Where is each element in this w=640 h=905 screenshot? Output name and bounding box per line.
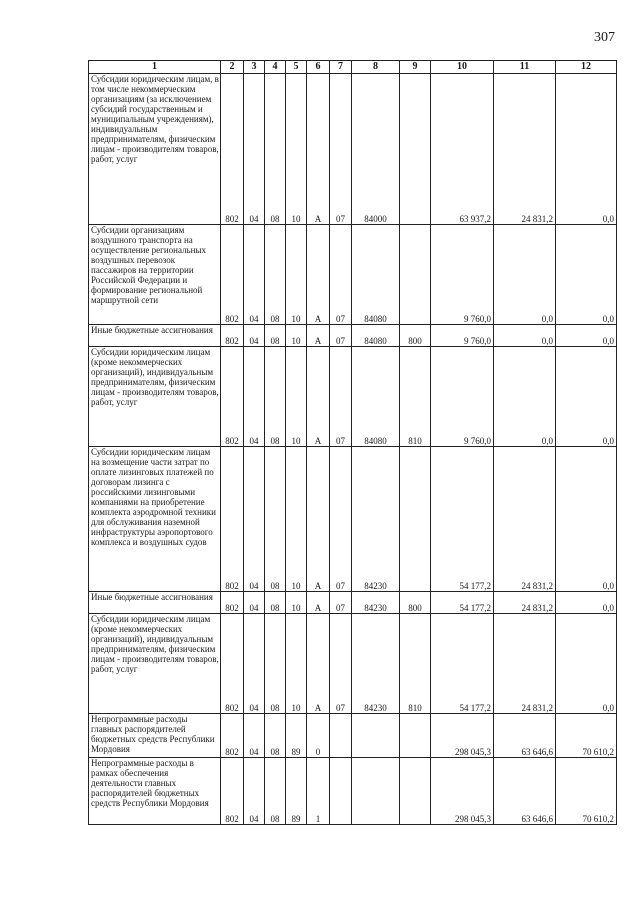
cell-subsection: 08 <box>265 758 286 825</box>
cell-section: 04 <box>244 758 265 825</box>
cell-amount-1: 63 937,2 <box>431 74 494 225</box>
cell-program: 10 <box>286 325 307 347</box>
cell-section: 04 <box>244 225 265 325</box>
cell-amount-2: 0,0 <box>494 325 556 347</box>
cell-amount-2: 24 831,2 <box>494 447 556 592</box>
budget-table <box>88 60 617 825</box>
cell-expense-type <box>400 225 431 325</box>
column-header: 12 <box>556 61 617 74</box>
cell-code: 802 <box>221 74 244 225</box>
cell-program: 10 <box>286 74 307 225</box>
cell-amount-3: 70 610,2 <box>556 758 617 825</box>
cell-amount-1: 54 177,2 <box>431 614 494 714</box>
cell-subsection: 08 <box>265 325 286 347</box>
column-header: 2 <box>221 61 244 74</box>
table-row <box>89 325 617 347</box>
row-name: Субсидии юридическим лицам (кроме некоммерческих организаций), индивидуальным предпринимателям, физическим лицам - производителям товаров, работ, услуг <box>89 347 221 447</box>
cell-main-event: 07 <box>330 225 352 325</box>
column-header: 6 <box>307 61 330 74</box>
cell-program: 10 <box>286 225 307 325</box>
table-row <box>89 347 617 447</box>
cell-subprogram: А <box>307 225 330 325</box>
row-name: Субсидии юридическим лицам (кроме некоммерческих организаций), индивидуальным предпринимателям, физическим лицам - производителям товаров, работ, услуг <box>89 614 221 714</box>
table-row <box>89 74 617 225</box>
table-row <box>89 758 617 825</box>
column-header: 5 <box>286 61 307 74</box>
cell-section: 04 <box>244 592 265 614</box>
cell-main-event: 07 <box>330 447 352 592</box>
cell-subsection: 08 <box>265 347 286 447</box>
cell-subprogram: А <box>307 347 330 447</box>
cell-amount-2: 24 831,2 <box>494 614 556 714</box>
row-name: Иные бюджетные ассигнования <box>89 592 221 614</box>
cell-amount-1: 54 177,2 <box>431 592 494 614</box>
cell-amount-2: 24 831,2 <box>494 592 556 614</box>
column-header: 1 <box>89 61 221 74</box>
cell-code: 802 <box>221 614 244 714</box>
cell-direction: 84080 <box>352 225 400 325</box>
cell-program: 89 <box>286 714 307 758</box>
header-row <box>89 61 617 74</box>
cell-section: 04 <box>244 74 265 225</box>
cell-subsection: 08 <box>265 447 286 592</box>
cell-amount-3: 0,0 <box>556 447 617 592</box>
cell-subprogram: А <box>307 592 330 614</box>
column-header: 4 <box>265 61 286 74</box>
table-row <box>89 592 617 614</box>
row-name: Иные бюджетные ассигнования <box>89 325 221 347</box>
cell-direction: 84000 <box>352 74 400 225</box>
table-row <box>89 447 617 592</box>
cell-code: 802 <box>221 447 244 592</box>
cell-subsection: 08 <box>265 592 286 614</box>
cell-subsection: 08 <box>265 614 286 714</box>
cell-direction: 84230 <box>352 592 400 614</box>
cell-main-event: 07 <box>330 325 352 347</box>
cell-subsection: 08 <box>265 74 286 225</box>
cell-expense-type: 810 <box>400 614 431 714</box>
cell-code: 802 <box>221 714 244 758</box>
cell-program: 10 <box>286 447 307 592</box>
cell-amount-2: 0,0 <box>494 225 556 325</box>
cell-expense-type: 810 <box>400 347 431 447</box>
table-row <box>89 225 617 325</box>
cell-amount-3: 0,0 <box>556 225 617 325</box>
cell-subprogram: А <box>307 325 330 347</box>
cell-amount-2: 24 831,2 <box>494 74 556 225</box>
column-header: 11 <box>494 61 556 74</box>
cell-direction <box>352 714 400 758</box>
cell-subprogram: А <box>307 74 330 225</box>
cell-subprogram: А <box>307 614 330 714</box>
cell-program: 10 <box>286 347 307 447</box>
cell-code: 802 <box>221 347 244 447</box>
column-header: 9 <box>400 61 431 74</box>
cell-section: 04 <box>244 614 265 714</box>
cell-section: 04 <box>244 714 265 758</box>
cell-amount-3: 0,0 <box>556 74 617 225</box>
cell-subsection: 08 <box>265 714 286 758</box>
cell-direction: 84230 <box>352 614 400 714</box>
cell-direction: 84080 <box>352 325 400 347</box>
cell-amount-3: 0,0 <box>556 592 617 614</box>
row-name: Непрограммные расходы в рамках обеспечения деятельности главных распорядителей бюджетных средств Республики Мордовия <box>89 758 221 825</box>
cell-expense-type: 800 <box>400 592 431 614</box>
column-header: 3 <box>244 61 265 74</box>
column-header: 8 <box>352 61 400 74</box>
cell-main-event: 07 <box>330 74 352 225</box>
cell-code: 802 <box>221 758 244 825</box>
cell-main-event: 07 <box>330 592 352 614</box>
cell-code: 802 <box>221 592 244 614</box>
cell-expense-type <box>400 758 431 825</box>
cell-section: 04 <box>244 325 265 347</box>
cell-amount-2: 0,0 <box>494 347 556 447</box>
cell-amount-1: 298 045,3 <box>431 714 494 758</box>
cell-main-event: 07 <box>330 347 352 447</box>
cell-direction <box>352 758 400 825</box>
cell-main-event: 07 <box>330 614 352 714</box>
cell-expense-type <box>400 447 431 592</box>
cell-amount-3: 0,0 <box>556 347 617 447</box>
row-name: Субсидии организациям воздушного транспорта на осуществление региональных воздушных перевозок пассажиров на территории Российской Федерации и формирование региональной маршрутной сети <box>89 225 221 325</box>
cell-direction: 84230 <box>352 447 400 592</box>
cell-expense-type: 800 <box>400 325 431 347</box>
cell-amount-1: 298 045,3 <box>431 758 494 825</box>
cell-amount-3: 0,0 <box>556 614 617 714</box>
row-name: Субсидии юридическим лицам на возмещение части затрат по оплате лизинговых платежей по договорам лизинга с российскими лизинговыми компаниями на приобретение комплекта аэродромной техники для обслуживания наземной инфраструктуры аэропортового комплекса и воздушных судов <box>89 447 221 592</box>
cell-amount-2: 63 646,6 <box>494 758 556 825</box>
cell-amount-2: 63 646,6 <box>494 714 556 758</box>
cell-amount-1: 9 760,0 <box>431 225 494 325</box>
table-row <box>89 614 617 714</box>
page-number: 307 <box>594 30 615 45</box>
cell-amount-1: 9 760,0 <box>431 325 494 347</box>
cell-direction: 84080 <box>352 347 400 447</box>
cell-subprogram: А <box>307 447 330 592</box>
cell-amount-3: 0,0 <box>556 325 617 347</box>
cell-expense-type <box>400 714 431 758</box>
cell-main-event <box>330 714 352 758</box>
table-row <box>89 714 617 758</box>
cell-expense-type <box>400 74 431 225</box>
row-name: Субсидии юридическим лицам, в том числе некоммерческим организациям (за исключением субсидий государственным и муниципальным учреждениям), индивидуальным предпринимателям, физическим лицам - производителям товаров, работ, услуг <box>89 74 221 225</box>
cell-subprogram: 1 <box>307 758 330 825</box>
cell-program: 10 <box>286 614 307 714</box>
cell-subprogram: 0 <box>307 714 330 758</box>
cell-section: 04 <box>244 447 265 592</box>
cell-code: 802 <box>221 325 244 347</box>
column-header: 10 <box>431 61 494 74</box>
cell-amount-3: 70 610,2 <box>556 714 617 758</box>
cell-program: 10 <box>286 592 307 614</box>
row-name: Непрограммные расходы главных распорядителей бюджетных средств Республики Мордовия <box>89 714 221 758</box>
cell-main-event <box>330 758 352 825</box>
cell-subsection: 08 <box>265 225 286 325</box>
cell-program: 89 <box>286 758 307 825</box>
cell-section: 04 <box>244 347 265 447</box>
column-header: 7 <box>330 61 352 74</box>
cell-amount-1: 9 760,0 <box>431 347 494 447</box>
cell-code: 802 <box>221 225 244 325</box>
cell-amount-1: 54 177,2 <box>431 447 494 592</box>
